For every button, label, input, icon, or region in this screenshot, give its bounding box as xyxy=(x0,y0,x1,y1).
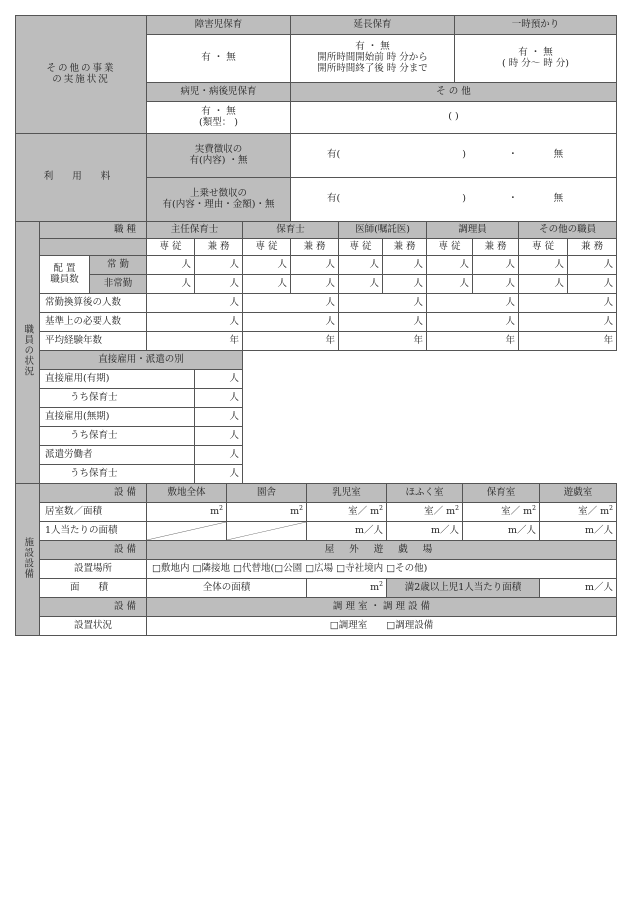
cell-person: 人 xyxy=(195,275,243,294)
cell-person: 人 xyxy=(339,256,383,275)
direct-indefinite-label: 直接雇用(無期) xyxy=(40,408,195,427)
room-building: 園舎 xyxy=(227,484,307,503)
direct-indefinite-cell: 人 xyxy=(195,408,243,427)
other-label: そ の 他 xyxy=(291,83,617,102)
room-count-label: 居室数／面積 xyxy=(40,503,147,522)
install-label: 設置状況 xyxy=(40,617,147,636)
experience-cell: 年 xyxy=(519,332,617,351)
equipment-label-2: 設 備 xyxy=(40,541,147,560)
extended-care-value: 有 ・ 無 開所時間開始前 時 分から 開所時間終了後 時 分まで xyxy=(291,35,455,83)
concurrent-3: 兼 務 xyxy=(383,239,427,256)
diagonal-line-icon xyxy=(227,522,306,540)
cell-person: 人 xyxy=(568,256,617,275)
cell-person: 人 xyxy=(519,275,568,294)
area-label: 面 積 xyxy=(40,579,147,598)
actual-cost-value: 有( ) ・ 無 xyxy=(291,134,617,178)
concurrent-4: 兼 務 xyxy=(473,239,519,256)
cell-person: 人 xyxy=(291,256,339,275)
play-room-sqm: 室／ $m^2$ xyxy=(540,503,617,522)
room-crawl: ほふく室 xyxy=(387,484,463,503)
concurrent-2: 兼 務 xyxy=(291,239,339,256)
location-label: 設置場所 xyxy=(40,560,147,579)
employment-heading: 直接雇用・派遣の別 xyxy=(40,351,243,370)
experience-label: 平均経験年数 xyxy=(40,332,147,351)
direct-fixed-nursery-label: うち保育士 xyxy=(40,389,195,408)
location-options[interactable]: □敷地内 □隣接地 □代替地(□公園 □広場 □寺社境内 □その他) xyxy=(147,560,617,579)
room-play: 遊戯室 xyxy=(540,484,617,503)
experience-cell: 年 xyxy=(243,332,339,351)
dispatched-label: 派遣労働者 xyxy=(40,446,195,465)
infant-room-sqm: 室／ $m^2$ xyxy=(307,503,387,522)
building-per-person-void xyxy=(227,522,307,541)
required-cell: 人 xyxy=(147,313,243,332)
direct-indefinite-nursery-cell: 人 xyxy=(195,427,243,446)
site-sqm: $m^2$ xyxy=(147,503,227,522)
direct-fixed-cell: 人 xyxy=(195,370,243,389)
sick-care-value: 有 ・ 無 (類型： ) xyxy=(147,102,291,134)
services-table xyxy=(15,15,617,222)
cell-person: 人 xyxy=(473,275,519,294)
total-area-value: $m^2$ xyxy=(307,579,387,598)
extra-charge-label: 上乗せ徴収の 有(内容・理由・金額)・無 xyxy=(147,178,291,222)
cell-person: 人 xyxy=(243,275,291,294)
placement-label: 配 置 職員数 xyxy=(40,256,90,294)
outdoor-heading: 屋 外 遊 戯 場 xyxy=(147,541,617,560)
required-label: 基準上の必要人数 xyxy=(40,313,147,332)
fte-label: 常勤換算後の人数 xyxy=(40,294,147,313)
facilities-heading: 施設設備 xyxy=(16,484,40,636)
concurrent-1: 兼 務 xyxy=(195,239,243,256)
blank-area xyxy=(243,351,617,484)
staff-heading: 職員の状況 xyxy=(16,222,40,484)
per-person-label: 1人当たりの面積 xyxy=(40,522,147,541)
full-time-2: 専 従 xyxy=(243,239,291,256)
equipment-label-3: 設 備 xyxy=(40,598,147,617)
job-head-nurse: 主任保育士 xyxy=(147,222,243,239)
age2-label: 満2歳以上児1人当たり面積 xyxy=(387,579,540,598)
sick-care-label: 病児・病後児保育 xyxy=(147,83,291,102)
disabled-care-label: 障害児保育 xyxy=(147,16,291,35)
other-value: ( ) xyxy=(291,102,617,134)
form-sheet xyxy=(15,15,616,636)
equipment-label: 設 備 xyxy=(40,484,147,503)
fte-cell: 人 xyxy=(519,294,617,313)
fte-cell: 人 xyxy=(339,294,427,313)
total-area-label: 全体の面積 xyxy=(147,579,307,598)
building-sqm: $m^2$ xyxy=(227,503,307,522)
other-services-heading: その他の事業の実施状況 xyxy=(16,16,147,134)
direct-fixed-label: 直接雇用(有期) xyxy=(40,370,195,389)
nursery-room-sqm: 室／ $m^2$ xyxy=(463,503,540,522)
job-other: その他の職員 xyxy=(519,222,617,239)
required-cell: 人 xyxy=(519,313,617,332)
diagonal-line-icon xyxy=(147,522,226,540)
cell-person: 人 xyxy=(427,275,473,294)
part-time-label: 非常勤 xyxy=(90,275,147,294)
disabled-care-value: 有 ・ 無 xyxy=(147,35,291,83)
experience-cell: 年 xyxy=(147,332,243,351)
job-label: 職 種 xyxy=(40,222,147,239)
play-per-person: m／人 xyxy=(540,522,617,541)
fees-heading: 利 用 料 xyxy=(16,134,147,222)
fte-cell: 人 xyxy=(243,294,339,313)
cell-person: 人 xyxy=(568,275,617,294)
room-site: 敷地全体 xyxy=(147,484,227,503)
infant-per-person: m／人 xyxy=(307,522,387,541)
temporary-care-value: 有 ・ 無 ( 時 分～ 時 分) xyxy=(455,35,617,83)
cell-person: 人 xyxy=(473,256,519,275)
temporary-care-label: 一時預かり xyxy=(455,16,617,35)
job-nurse: 保育士 xyxy=(243,222,339,239)
dispatched-cell: 人 xyxy=(195,446,243,465)
cell-person: 人 xyxy=(147,275,195,294)
room-infant: 乳児室 xyxy=(307,484,387,503)
facilities-table xyxy=(15,483,617,636)
staff-table xyxy=(15,221,617,484)
job-cook: 調理員 xyxy=(427,222,519,239)
regular-label: 常 勤 xyxy=(90,256,147,275)
kitchen-heading: 調 理 室 ・ 調 理 設 備 xyxy=(147,598,617,617)
full-time-5: 専 従 xyxy=(519,239,568,256)
kitchen-options[interactable]: □調理室 □調理設備 xyxy=(147,617,617,636)
direct-fixed-nursery-cell: 人 xyxy=(195,389,243,408)
crawl-room-sqm: 室／ $m^2$ xyxy=(387,503,463,522)
cell-person: 人 xyxy=(339,275,383,294)
nursery-per-person: m／人 xyxy=(463,522,540,541)
room-nursery: 保育室 xyxy=(463,484,540,503)
direct-indefinite-nursery-label: うち保育士 xyxy=(40,427,195,446)
dispatched-nursery-label: うち保育士 xyxy=(40,465,195,484)
cell-person: 人 xyxy=(243,256,291,275)
cell-person: 人 xyxy=(383,256,427,275)
required-cell: 人 xyxy=(243,313,339,332)
crawl-per-person: m／人 xyxy=(387,522,463,541)
cell-person: 人 xyxy=(147,256,195,275)
dispatched-nursery-cell: 人 xyxy=(195,465,243,484)
fte-cell: 人 xyxy=(427,294,519,313)
full-time-1: 専 従 xyxy=(147,239,195,256)
age2-value: m／人 xyxy=(540,579,617,598)
cell-person: 人 xyxy=(427,256,473,275)
full-time-4: 専 従 xyxy=(427,239,473,256)
job-blank xyxy=(40,239,147,256)
job-doctor: 医師(嘱託医) xyxy=(339,222,427,239)
extended-care-label: 延長保育 xyxy=(291,16,455,35)
required-cell: 人 xyxy=(427,313,519,332)
required-cell: 人 xyxy=(339,313,427,332)
experience-cell: 年 xyxy=(339,332,427,351)
site-per-person-void xyxy=(147,522,227,541)
actual-cost-label: 実費徴収の 有(内容) ・無 xyxy=(147,134,291,178)
cell-person: 人 xyxy=(519,256,568,275)
cell-person: 人 xyxy=(195,256,243,275)
full-time-3: 専 従 xyxy=(339,239,383,256)
extra-charge-value: 有( ) ・ 無 xyxy=(291,178,617,222)
cell-person: 人 xyxy=(291,275,339,294)
experience-cell: 年 xyxy=(427,332,519,351)
concurrent-5: 兼 務 xyxy=(568,239,617,256)
fte-cell: 人 xyxy=(147,294,243,313)
cell-person: 人 xyxy=(383,275,427,294)
